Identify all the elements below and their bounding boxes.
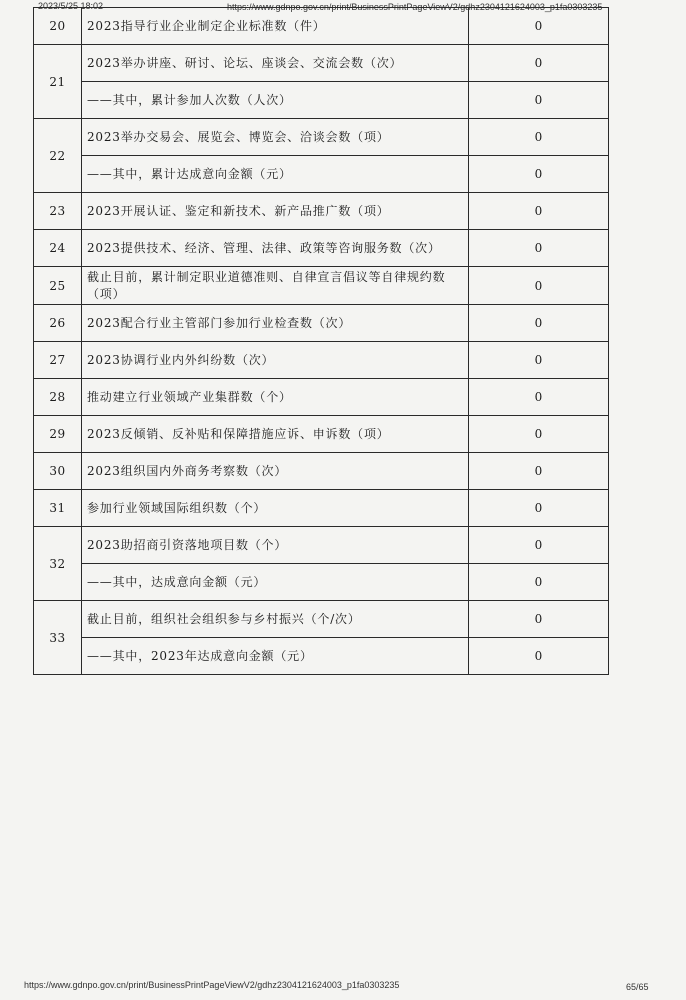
row-number: 30 [34, 453, 82, 490]
item-description: 2023配合行业主管部门参加行业检查数（次） [82, 305, 469, 342]
table-row [34, 305, 609, 342]
table-row [34, 379, 609, 416]
table-row [34, 527, 609, 564]
item-value: 0 [469, 119, 609, 156]
item-value: 0 [469, 193, 609, 230]
print-footer-url: https://www.gdnpo.gov.cn/print/BusinessPrintPageViewV2/gdhz2304121624003_p1fa0303235 [24, 980, 400, 990]
sub-item-description: ——其中，累计参加人次数（人次） [82, 82, 469, 119]
table-row [34, 119, 609, 156]
page-number: 65/65 [626, 982, 649, 992]
sub-item-description: ——其中，累计达成意向金额（元） [82, 156, 469, 193]
row-number: 21 [34, 45, 82, 119]
item-description: 2023组织国内外商务考察数（次） [82, 453, 469, 490]
table-row [34, 453, 609, 490]
row-number: 32 [34, 527, 82, 601]
item-value: 0 [469, 601, 609, 638]
sub-item-value: 0 [469, 564, 609, 601]
sub-item-description: ——其中，达成意向金额（元） [82, 564, 469, 601]
row-number: 23 [34, 193, 82, 230]
item-value: 0 [469, 416, 609, 453]
table-row [34, 230, 609, 267]
row-number: 25 [34, 267, 82, 305]
statistics-table-body [34, 8, 609, 675]
item-description: 2023反倾销、反补贴和保障措施应诉、申诉数（项） [82, 416, 469, 453]
row-number: 27 [34, 342, 82, 379]
row-number: 26 [34, 305, 82, 342]
print-header-url: https://www.gdnpo.gov.cn/print/BusinessPrintPageViewV2/gdhz2304121624003_p1fa0303235 [227, 2, 603, 12]
table-row [34, 8, 609, 45]
item-description: 截止目前，累计制定职业道德准则、自律宣言倡议等自律规约数（项） [82, 267, 469, 305]
item-description: 参加行业领域国际组织数（个） [82, 490, 469, 527]
item-value: 0 [469, 342, 609, 379]
row-number: 33 [34, 601, 82, 675]
item-value: 0 [469, 267, 609, 305]
item-description: 2023助招商引资落地项目数（个） [82, 527, 469, 564]
item-value: 0 [469, 379, 609, 416]
table-row [34, 490, 609, 527]
sub-item-value: 0 [469, 82, 609, 119]
table-subrow [34, 564, 609, 601]
item-description: 截止目前，组织社会组织参与乡村振兴（个/次） [82, 601, 469, 638]
item-value: 0 [469, 45, 609, 82]
table-row [34, 193, 609, 230]
row-number: 28 [34, 379, 82, 416]
item-value: 0 [469, 230, 609, 267]
item-description: 2023提供技术、经济、管理、法律、政策等咨询服务数（次） [82, 230, 469, 267]
item-value: 0 [469, 305, 609, 342]
item-value: 0 [469, 527, 609, 564]
item-description: 2023开展认证、鉴定和新技术、新产品推广数（项） [82, 193, 469, 230]
item-description: 2023举办讲座、研讨、论坛、座谈会、交流会数（次） [82, 45, 469, 82]
statistics-table [33, 7, 609, 675]
item-description: 2023协调行业内外纠纷数（次） [82, 342, 469, 379]
item-description: 2023指导行业企业制定企业标准数（件） [82, 8, 469, 45]
table-row [34, 416, 609, 453]
sub-item-value: 0 [469, 156, 609, 193]
table-row [34, 342, 609, 379]
table-row [34, 45, 609, 82]
table-row [34, 601, 609, 638]
item-value: 0 [469, 490, 609, 527]
print-datetime: 2023/5/25 18:02 [38, 1, 104, 11]
row-number: 20 [34, 8, 82, 45]
table-subrow [34, 82, 609, 119]
table-row [34, 267, 609, 305]
sub-item-description: ——其中，2023年达成意向金额（元） [82, 638, 469, 675]
row-number: 29 [34, 416, 82, 453]
item-value: 0 [469, 453, 609, 490]
row-number: 24 [34, 230, 82, 267]
row-number: 22 [34, 119, 82, 193]
table-subrow [34, 638, 609, 675]
item-description: 推动建立行业领域产业集群数（个） [82, 379, 469, 416]
table-subrow [34, 156, 609, 193]
item-description: 2023举办交易会、展览会、博览会、洽谈会数（项） [82, 119, 469, 156]
row-number: 31 [34, 490, 82, 527]
item-value: 0 [469, 8, 609, 45]
sub-item-value: 0 [469, 638, 609, 675]
